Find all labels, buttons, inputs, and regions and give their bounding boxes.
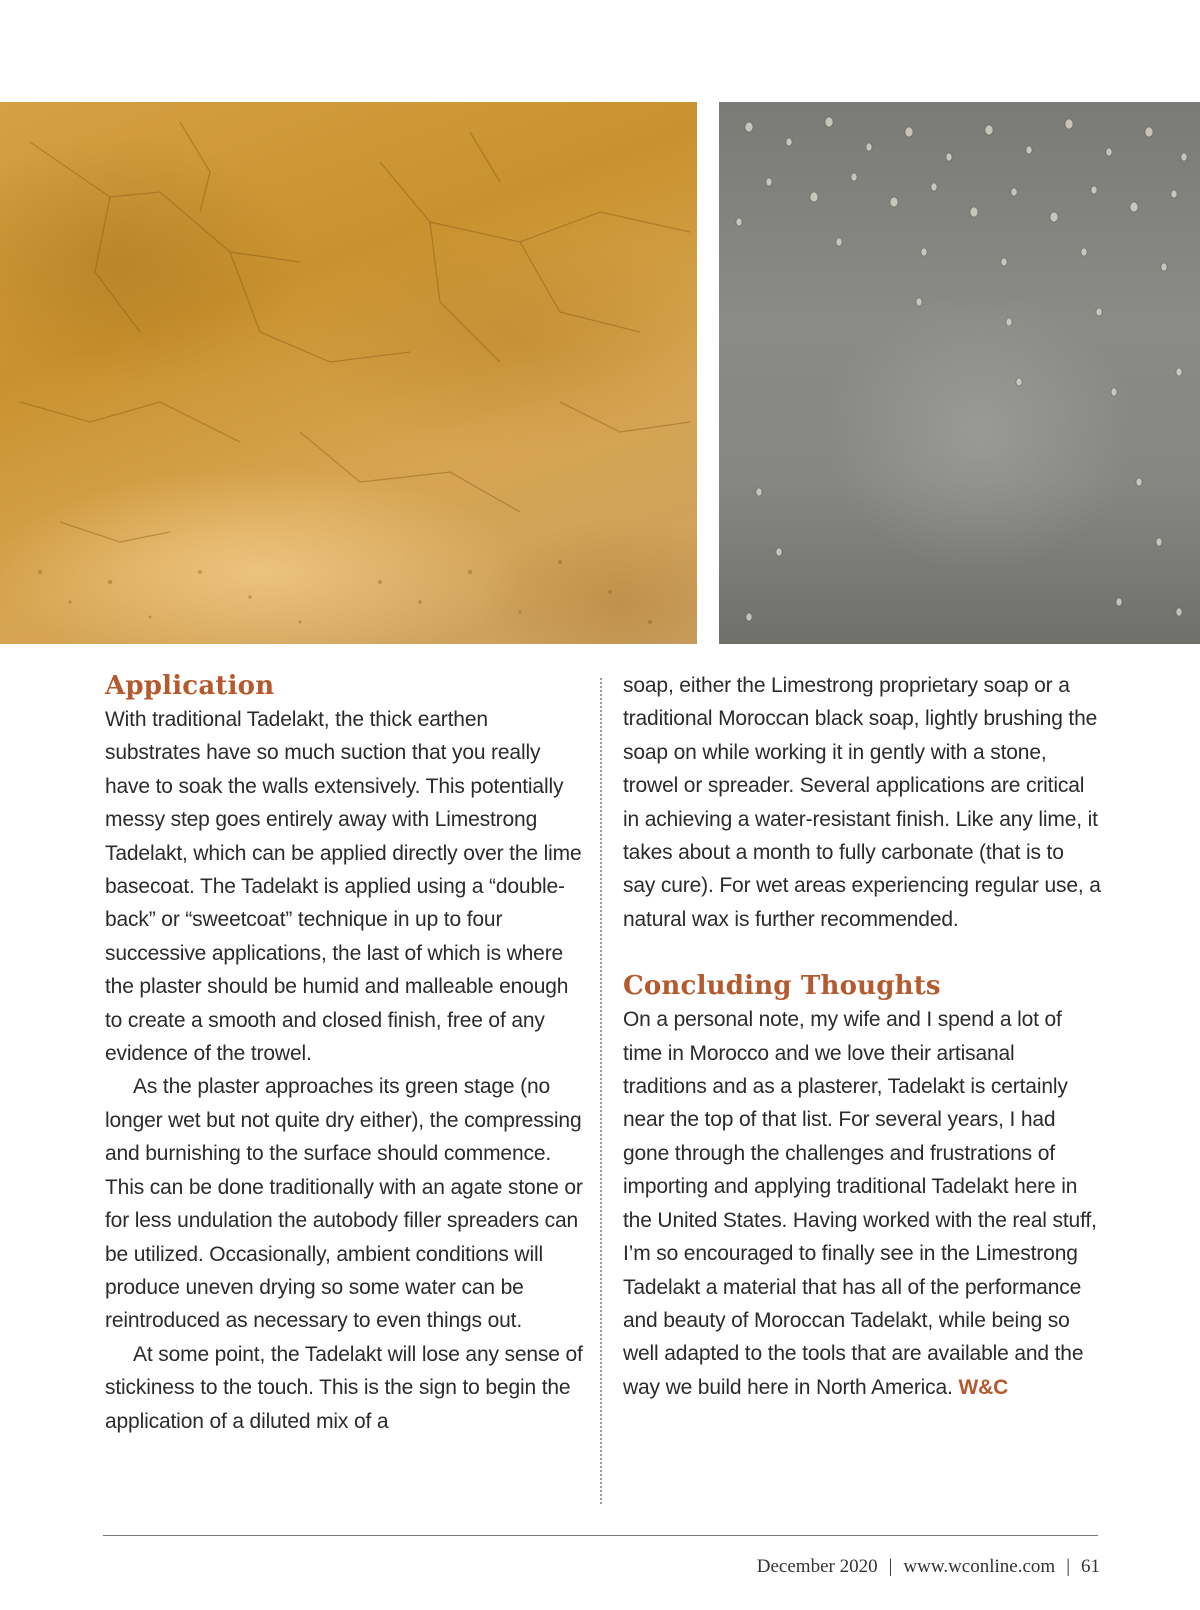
issue-date: December 2020 bbox=[756, 1556, 878, 1577]
section-spacer bbox=[623, 936, 1101, 969]
application-heading: Application bbox=[105, 671, 275, 701]
application-paragraph-1: With traditional Tadelakt, the thick earthen substrates have so much suction that you really have to soak the walls extensively. This potentially messy step goes entirely away with Limestrong Tadelakt, which can be applied directly over the lime basecoat. The Tadelakt is applied using a “double-back” or “sweetcoat” technique in up to four successive applications, the last of which is where the plaster should be humid and malleable enough to create a smooth and closed finish, free of any evidence of the trowel. bbox=[105, 708, 582, 1066]
concluding-thoughts-text: On a personal note, my wife and I spend a lot of time in Morocco and we love their artisanal traditions and as a plasterer, Tadelakt is certainly near the top of that list. For several years, I had gone through the challenges and frustrations of importing and applying traditional Tadelakt here in the United States. Having worked with the real stuff, I’m so encouraged to finally see in the Limestrong Tadelakt a material that has all of the performance and beauty of Moroccan Tadelakt, while being so well adapted to the tools that are available and the way we build here in North America. bbox=[623, 1008, 1097, 1399]
website-link[interactable]: www.wconline.com bbox=[903, 1556, 1056, 1577]
application-paragraph-2: As the plaster approaches its green stage (no longer wet but not quite dry either), the compressing and burnishing to the surface should commence. This can be done traditionally with an agate stone or for less undulation the autobody filler spreaders can be utilized. Occasionally, ambient conditions will produce uneven drying so some water can be reintroduced as necessary to even things out. bbox=[105, 1075, 583, 1333]
page-number: 61 bbox=[1081, 1556, 1100, 1577]
footer-separator: | bbox=[1066, 1556, 1070, 1577]
footer-rule bbox=[103, 1535, 1098, 1536]
column-divider bbox=[600, 678, 602, 1504]
application-paragraph-3: At some point, the Tadelakt will lose any sense of stickiness to the touch. This is the sign to begin the application of a diluted mix of a bbox=[105, 1342, 583, 1433]
right-text-column bbox=[623, 669, 1101, 1404]
application-continuation-paragraph: soap, either the Limestrong proprietary soap or a traditional Moroccan black soap, lightly brushing the soap on while working it in gently with a stone, trowel or spreader. Several applications are critical in achieving a water-resistant finish. Like any lime, it takes about a month to fully carbonate (that is to say cure). For wet areas experiencing regular use, a natural wax is further recommended. bbox=[623, 674, 1101, 931]
ochre-crack-texture bbox=[0, 102, 697, 644]
left-text-column bbox=[105, 669, 585, 1438]
concluding-thoughts-heading: Concluding Thoughts bbox=[623, 971, 941, 1002]
page-footer bbox=[757, 1556, 1100, 1578]
concluding-thoughts-paragraph bbox=[623, 1003, 1101, 1404]
footer-separator: | bbox=[888, 1556, 893, 1577]
wc-signoff: W&C bbox=[958, 1375, 1009, 1399]
water-droplets-texture bbox=[719, 102, 1200, 644]
tadelakt-ochre-surface-photo bbox=[0, 102, 697, 644]
tadelakt-water-droplets-photo bbox=[719, 102, 1200, 644]
